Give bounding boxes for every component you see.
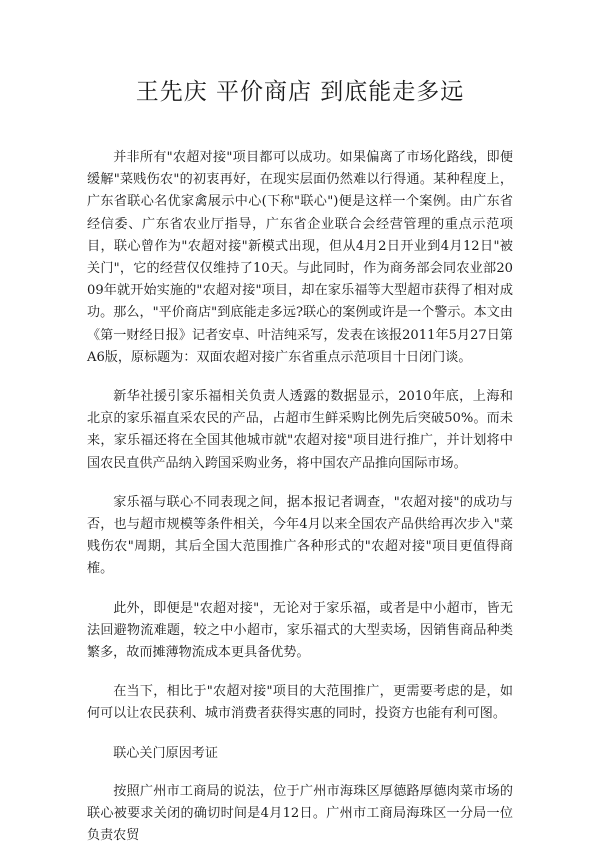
section-heading: 联心关门原因考证 bbox=[113, 745, 218, 761]
paragraph-closure: 按照广州市工商局的说法，位于广州市海珠区厚德路厚德肉菜市场的联心被要求关闭的确切时间是4月12日。广州市工商局海珠区一分局一位负责农贸 bbox=[87, 783, 513, 844]
document-body bbox=[87, 147, 513, 864]
paragraph-logistics: 此外，即便是"农超对接"，无论对于家乐福，或者是中小超市，皆无法回避物流难题，较之中小超市，家乐福式的大型卖场，因销售商品种类繁多，故而摊薄物流成本更具备优势。 bbox=[87, 600, 513, 661]
paragraph-comparison: 家乐福与联心不同表现之间，据本报记者调查，"农超对接"的成功与否，也与超市规模等条件相关，今年4月以来全国农产品供给再次步入"菜贱伤农"周期，其后全国大范围推广各种形式的"农超对接"项目更值得商榷。 bbox=[87, 494, 513, 577]
paragraph-carrefour-data: 新华社援引家乐福相关负责人透露的数据显示，2010年底，上海和北京的家乐福直采农民的产品，占超市生鲜采购比例先后突破50%。而未来，家乐福还将在全国其他城市就"农超对接"项目进行推广，并计划将中国农民直供产品纳入跨国采购业务，将中国农产品推向国际市场。 bbox=[87, 389, 513, 471]
paragraph-intro: 并非所有"农超对接"项目都可以成功。如果偏离了市场化路线，即便缓解"菜贱伤农"的初衷再好，在现实层面仍然难以行得通。某种程度上，广东省联心名优家禽展示中心(下称"联心")便是这样一个案例。由广东省经信委、广东省农业厅指导，广东省企业联合会经营管理的重点示范项目，联心曾作为"农超对接"新模式出现，但从4月2日开业到4月12日"被关门"，它的经营仅仅维持了10天。与此同时，作为商务部会同农业部2009年就开始实施的"农超对接"项目，却在家乐福等大型超市获得了相对成功。那么，"平价商店"到底能走多远?联心的案例或许是一个警示。本文由《第一财经日报》记者安卓、叶洁纯采写，发表在该报2011年5月27日第A6版，原标题为：双面农超对接广东省重点示范项目十日闭门谈。 bbox=[87, 150, 513, 365]
paragraph-outlook: 在当下，相比于"农超对接"项目的大范围推广，更需要考虑的是，如何可以让农民获利、城市消费者获得实惠的同时，投资方也能有利可图。 bbox=[87, 684, 513, 722]
document-title: 王先庆 平价商店 到底能走多远 bbox=[135, 79, 465, 105]
